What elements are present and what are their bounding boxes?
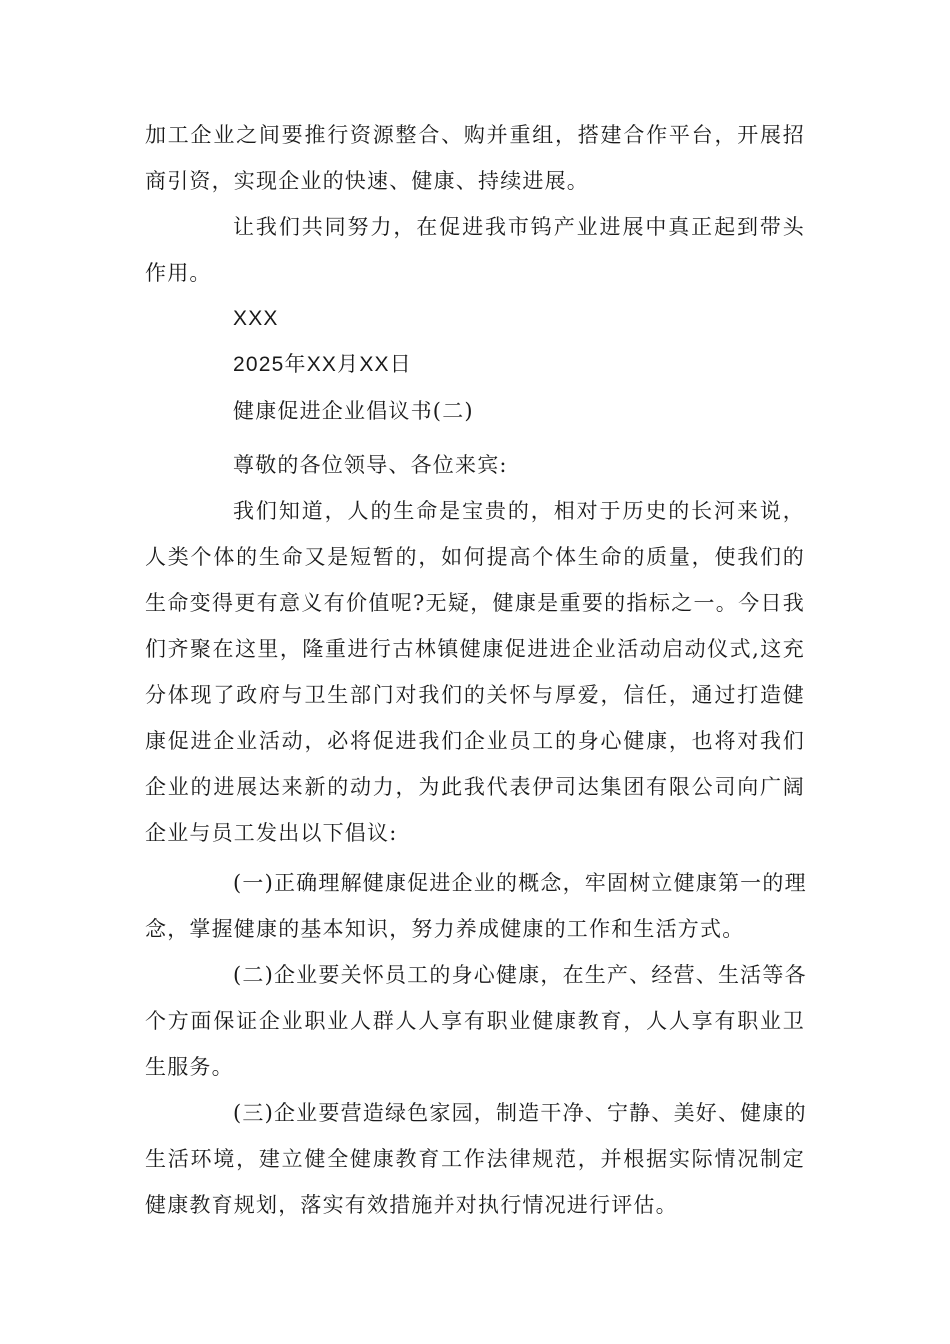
paragraph-line: (二)企业要关怀员工的身心健康，在生产、经营、生活等各 <box>233 963 807 987</box>
paragraph-line: 企业的进展达来新的动力，为此我代表伊司达集团有限公司向广阔 <box>145 775 805 799</box>
document-title: 健康促进企业倡议书(二) <box>233 399 474 423</box>
paragraph-line: 企业与员工发出以下倡议: <box>145 821 398 845</box>
paragraph-line: 人类个体的生命又是短暂的，如何提高个体生命的质量，使我们的 <box>145 545 805 569</box>
paragraph-line: 们齐聚在这里，隆重进行古林镇健康促进进企业活动启动仪式,这充 <box>145 637 805 661</box>
signature-date: 2025年XX月XX日 <box>233 353 412 376</box>
paragraph-line: 商引资，实现企业的快速、健康、持续进展。 <box>145 169 589 193</box>
paragraph-line: 念，掌握健康的基本知识，努力养成健康的工作和生活方式。 <box>145 917 745 941</box>
paragraph-line: 分体现了政府与卫生部门对我们的关怀与厚爱，信任，通过打造健 <box>145 683 805 707</box>
paragraph-line: 作用。 <box>145 261 212 285</box>
paragraph-line: 个方面保证企业职业人群人人享有职业健康教育，人人享有职业卫 <box>145 1009 805 1033</box>
paragraph-line: (三)企业要营造绿色家园，制造干净、宁静、美好、健康的 <box>233 1101 807 1125</box>
paragraph-line: 加工企业之间要推行资源整合、购并重组，搭建合作平台，开展招 <box>145 123 805 147</box>
signature-name: XXX <box>233 307 279 330</box>
paragraph-line: 生命变得更有意义有价值呢?无疑，健康是重要的指标之一。今日我 <box>145 591 805 615</box>
paragraph-line: (一)正确理解健康促进企业的概念，牢固树立健康第一的理 <box>233 871 807 895</box>
paragraph-line: 生活环境，建立健全健康教育工作法律规范，并根据实际情况制定 <box>145 1147 805 1171</box>
paragraph-line: 我们知道，人的生命是宝贵的，相对于历史的长河来说， <box>233 499 805 523</box>
paragraph-line: 让我们共同努力，在促进我市钨产业进展中真正起到带头 <box>233 215 805 239</box>
salutation: 尊敬的各位领导、各位来宾: <box>233 453 508 477</box>
paragraph-line: 康促进企业活动，必将促进我们企业员工的身心健康，也将对我们 <box>145 729 805 753</box>
paragraph-line: 生服务。 <box>145 1055 234 1079</box>
paragraph-line: 健康教育规划，落实有效措施并对执行情况进行评估。 <box>145 1193 678 1217</box>
